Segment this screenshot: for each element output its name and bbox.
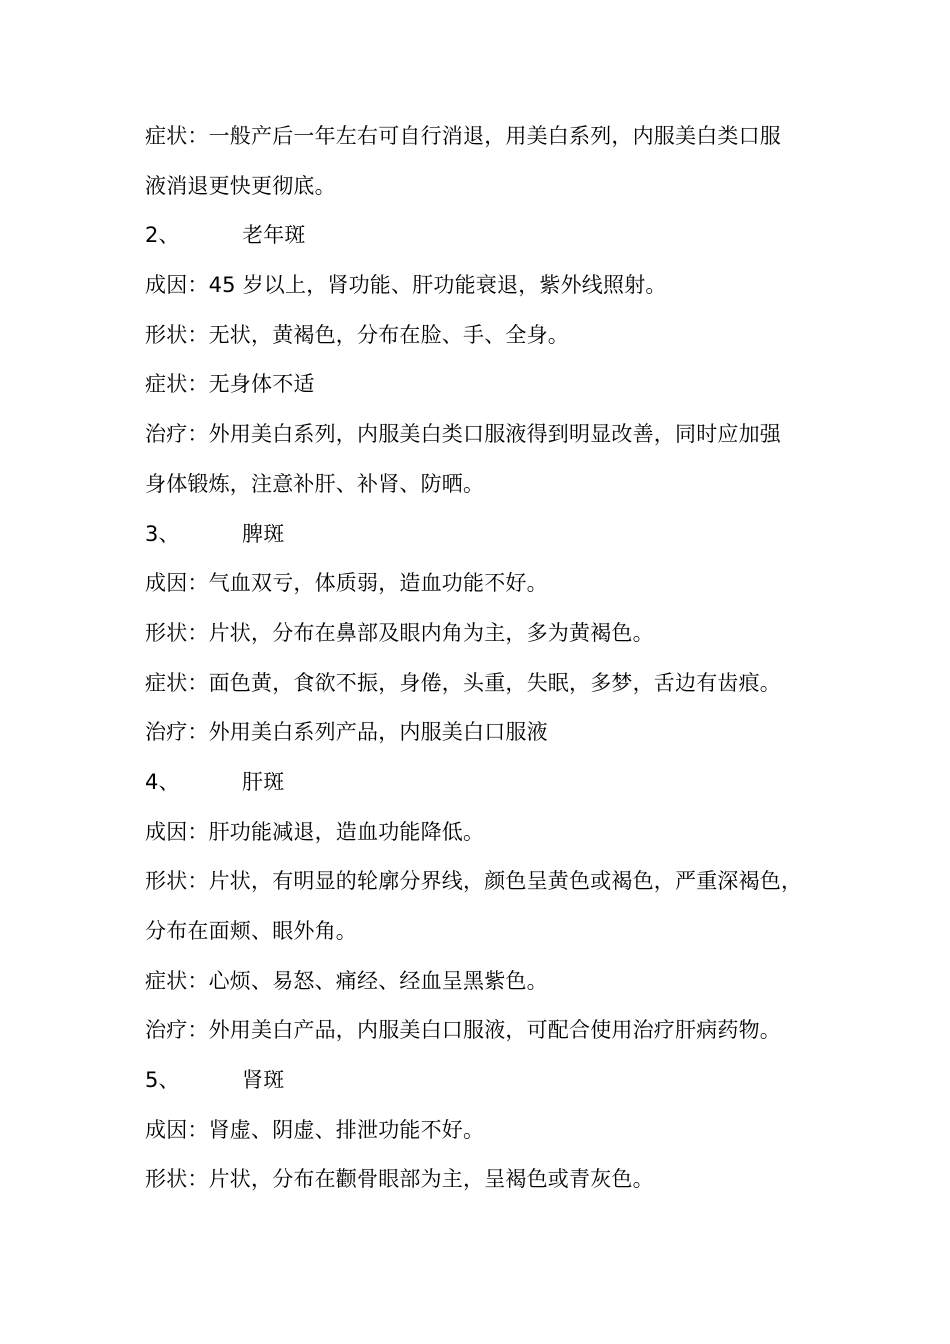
section-number: 5、 [145,1068,180,1093]
paragraph-line: 液消退更快更彻底。 [145,173,336,198]
paragraph-line: 治疗：外用美白产品，内服美白口服液，可配合使用治疗肝病药物。 [145,1018,781,1043]
paragraph-line: 症状：无身体不适 [145,372,315,397]
paragraph-line: 成因：45 岁以上，肾功能、肝功能衰退，紫外线照射。 [145,273,667,298]
section-heading [145,510,815,560]
section-heading [145,211,815,261]
document-body [145,112,815,1205]
section-number: 4、 [145,769,180,794]
paragraph-line: 成因：气血双亏，体质弱，造血功能不好。 [145,571,548,596]
section-title: 肾斑 [242,1068,285,1093]
paragraph-line: 成因：肝功能减退，造血功能降低。 [145,819,485,844]
section-title: 脾斑 [242,521,285,546]
section-number: 2、 [145,223,180,248]
paragraph-line: 症状：面色黄，食欲不振，身倦，头重，失眠，多梦，舌边有齿痕。 [145,670,781,695]
paragraph-line: 形状：片状，分布在颧骨眼部为主，呈褐色或青灰色。 [145,1167,654,1192]
section-heading [145,758,815,808]
paragraph-line: 治疗：外用美白系列产品，内服美白口服液 [145,720,548,745]
paragraph-line: 身体锻炼，注意补肝、补肾、防晒。 [145,471,485,496]
section-title: 老年斑 [242,223,306,248]
paragraph-line: 形状：片状，分布在鼻部及眼内角为主，多为黄褐色。 [145,620,654,645]
paragraph-line: 治疗：外用美白系列，内服美白类口服液得到明显改善，同时应加强 [145,422,781,447]
paragraph-line: 形状：无状，黄褐色，分布在脸、手、全身。 [145,322,569,347]
section-heading [145,1056,815,1106]
section-number: 3、 [145,521,180,546]
section-title: 肝斑 [242,769,285,794]
paragraph-line: 症状：心烦、易怒、痛经、经血呈黑紫色。 [145,968,548,993]
paragraph-line: 成因：肾虚、阴虚、排泄功能不好。 [145,1117,485,1142]
paragraph-line: 分布在面颊、眼外角。 [145,919,357,943]
paragraph-line: 形状：片状，有明显的轮廓分界线，颜色呈黄色或褐色，严重深褐色， [145,869,803,894]
paragraph-line: 症状：一般产后一年左右可自行消退，用美白系列，内服美白类口服 [145,124,781,148]
